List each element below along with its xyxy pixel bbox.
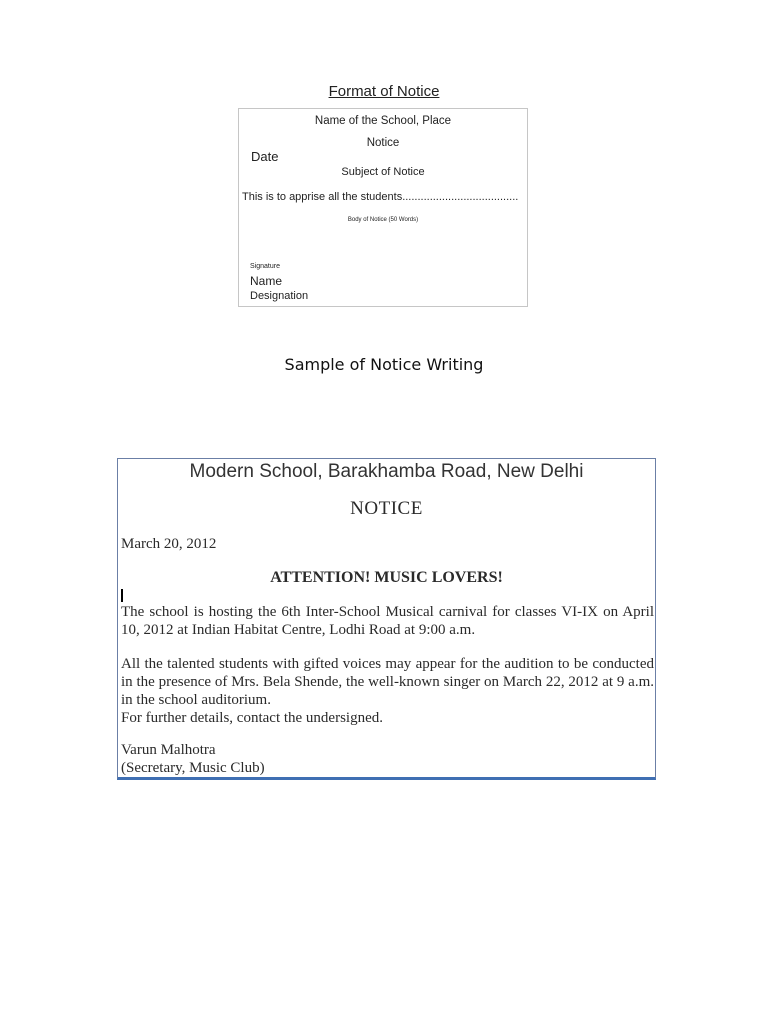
sample-notice-figure [117, 458, 656, 780]
format-title: Format of Notice [328, 83, 440, 100]
format-date-label: Date [251, 149, 279, 164]
format-signature-label: Signature [250, 263, 280, 270]
format-designation-label: Designation [250, 290, 309, 302]
notice-title: NOTICE [350, 498, 423, 519]
page-caption: Sample of Notice Writing [284, 355, 484, 374]
notice-date: March 20, 2012 [121, 536, 217, 552]
format-notice-label: Notice [366, 137, 400, 149]
notice-signatory-name: Varun Malhotra [121, 742, 216, 758]
format-school-place: Name of the School, Place [314, 115, 452, 127]
notice-further-details: For further details, contact the undersigned. [121, 710, 384, 726]
format-name-label: Name [250, 274, 283, 288]
notice-signatory-role: (Secretary, Music Club) [121, 760, 265, 776]
format-body-label: Body of Notice (50 Words) [347, 217, 419, 223]
notice-school-name: Modern School, Barakhamba Road, New Delhi [189, 461, 584, 482]
notice-heading: ATTENTION! MUSIC LOVERS! [270, 569, 503, 586]
notice-paragraph-2: All the talented students with gifted voices may appear for the audition to be conducted in the presence of Mrs. Bela Shende, the well-known singer on March 22, 2012 at 9 a.m. in the school auditorium. [121, 656, 654, 708]
format-of-notice-figure [238, 108, 528, 307]
format-apprise-line: This is to apprise all the students...................................... [242, 191, 519, 203]
text-cursor [121, 589, 123, 602]
format-subject-label: Subject of Notice [341, 166, 425, 178]
notice-paragraph-1: The school is hosting the 6th Inter-School Musical carnival for classes VI-IX on April 10, 2012 at Indian Habitat Centre, Lodhi Road at 9:00 a.m. [121, 604, 654, 638]
